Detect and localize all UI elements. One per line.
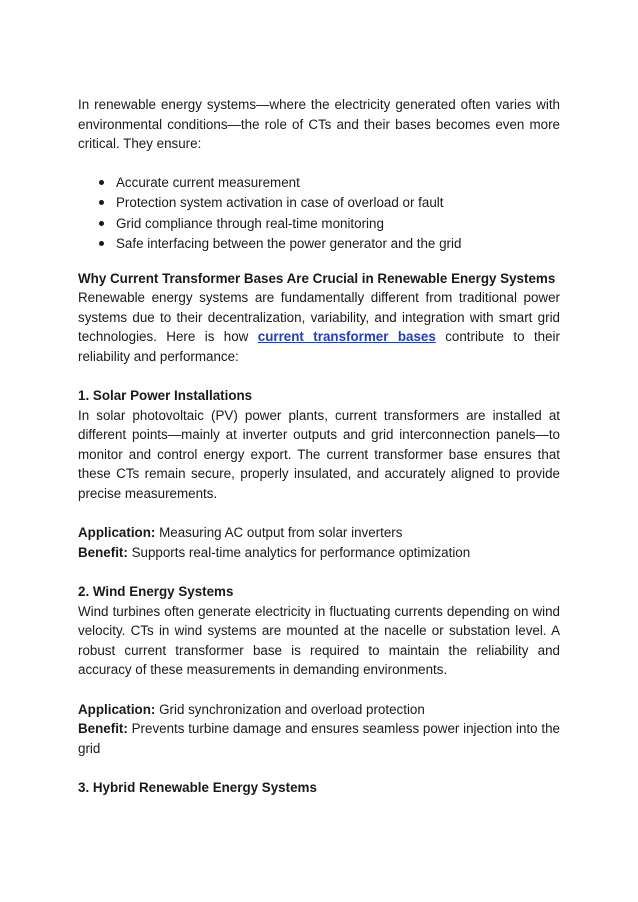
- wind-heading: 2. Wind Energy Systems: [78, 584, 234, 600]
- spacer: [78, 367, 560, 387]
- bullet-icon: [99, 241, 104, 246]
- hybrid-heading: 3. Hybrid Renewable Energy Systems: [78, 779, 317, 795]
- application-text: Measuring AC output from solar inverters: [155, 525, 403, 541]
- why-body-before: Renewable energy systems are fundamentally different from traditional power systems due to their decentralization, variability, and integration with smart grid technologies. Here is how: [78, 290, 560, 345]
- document-page: [78, 95, 560, 798]
- list-item-text: Protection system activation in case of overload or fault: [116, 195, 444, 211]
- bullet-icon: [99, 200, 104, 205]
- spacer: [78, 758, 560, 778]
- list-item: [99, 234, 560, 254]
- list-item-text: Accurate current measurement: [116, 174, 300, 190]
- application-label: Application:: [78, 701, 156, 717]
- bullet-icon: [99, 180, 104, 185]
- spacer: [78, 562, 560, 582]
- wind-application: [78, 700, 560, 720]
- wind-paragraph: Wind turbines often generate electricity in fluctuating currents depending on wind velocity. CTs in wind systems are mounted at the nacelle or substation level. A robust current transformer base is required to maintain the reliability and accuracy of these measurements in demanding environments.: [78, 603, 560, 678]
- why-body-after: contribute to their reliability and performance:: [78, 329, 560, 364]
- benefit-label: Benefit:: [78, 544, 128, 560]
- wind-benefit: [78, 719, 560, 758]
- list-item-text: Grid compliance through real-time monitoring: [116, 215, 384, 231]
- list-item: [99, 214, 560, 234]
- why-paragraph: [78, 288, 560, 366]
- list-item: [99, 173, 560, 193]
- solar-benefit: [78, 543, 560, 563]
- solar-application: [78, 523, 560, 543]
- ensure-list: [78, 173, 560, 254]
- why-heading: Why Current Transformer Bases Are Crucial in Renewable Energy Systems: [78, 270, 556, 286]
- intro-paragraph: In renewable energy systems—where the electricity generated often varies with environmental conditions—the role of CTs and their bases becomes even more critical. They ensure:: [78, 97, 560, 152]
- benefit-text: Prevents turbine damage and ensures seamless power injection into the grid: [78, 721, 560, 756]
- benefit-label: Benefit:: [78, 721, 128, 737]
- bullet-icon: [99, 221, 104, 226]
- solar-heading: 1. Solar Power Installations: [78, 388, 253, 404]
- application-label: Application:: [78, 525, 156, 541]
- application-text: Grid synchronization and overload protection: [155, 701, 425, 717]
- spacer: [78, 504, 560, 524]
- solar-paragraph: In solar photovoltaic (PV) power plants, current transformers are installed at different points—mainly at inverter outputs and grid interconnection panels—to monitor and control energy export. The current transformer base ensures that these CTs remain secure, properly insulated, and accurately aligned to provide precise measurements.: [78, 407, 560, 502]
- list-item: [99, 193, 560, 213]
- current-transformer-bases-link[interactable]: current transformer bases: [257, 329, 436, 345]
- spacer: [78, 680, 560, 700]
- list-item-text: Safe interfacing between the power generator and the grid: [116, 235, 462, 251]
- benefit-text: Supports real-time analytics for performance optimization: [127, 544, 471, 560]
